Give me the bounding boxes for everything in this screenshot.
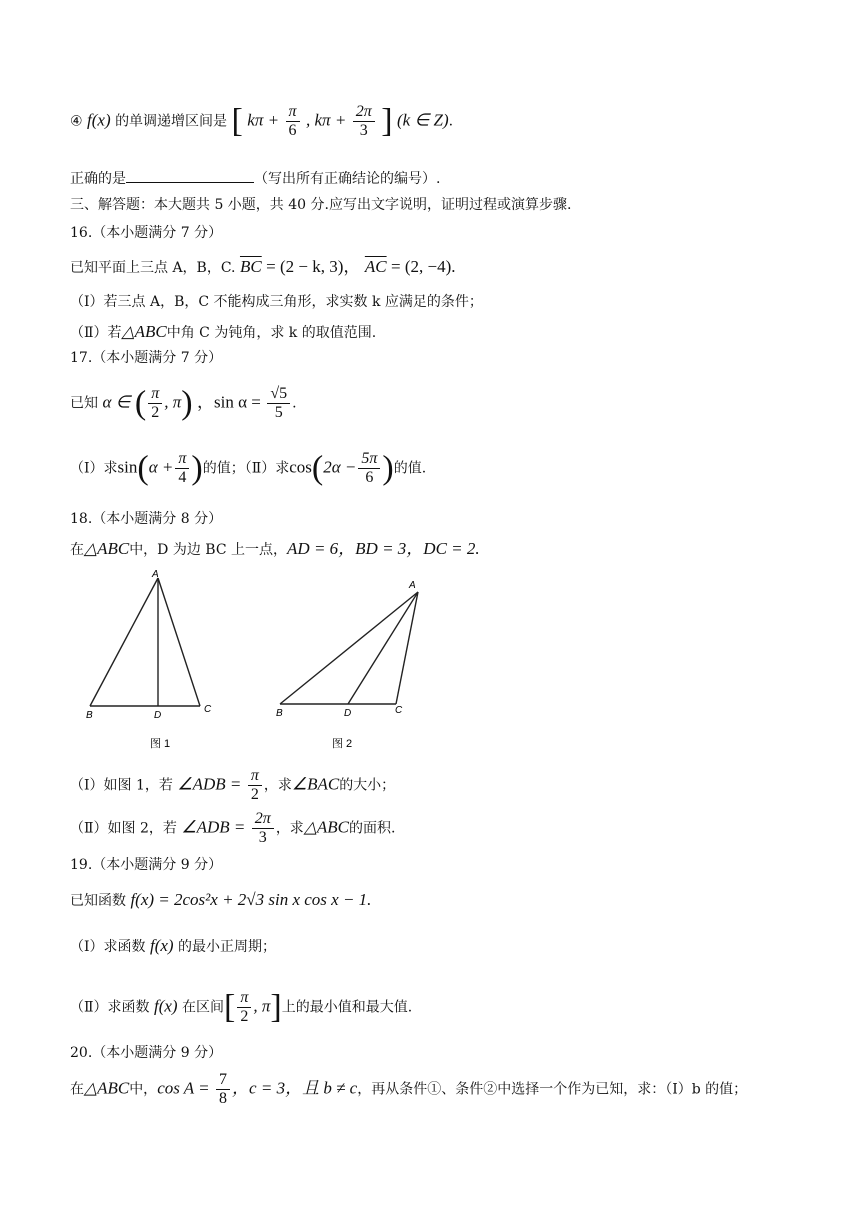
q17-heading: 17.（本小题满分 7 分） xyxy=(70,350,223,366)
q19-heading: 19.（本小题满分 9 分） xyxy=(70,857,223,873)
q16-part-ii xyxy=(70,323,376,340)
answer-blank[interactable] xyxy=(126,170,254,183)
paren-left: ( xyxy=(134,384,147,422)
fraction-pi-2 xyxy=(237,990,251,1025)
paren-left: ( xyxy=(137,449,149,487)
denominator: 3 xyxy=(258,829,267,846)
fig1-label-b: B xyxy=(86,710,93,721)
q18-part-i xyxy=(70,768,395,803)
fraction-5pi-6 xyxy=(358,451,380,486)
function-fx: f(x) xyxy=(149,936,174,955)
numerator: 5π xyxy=(358,451,380,469)
sin-fn: sin xyxy=(117,457,138,477)
triangle-abc: △ABC xyxy=(121,322,167,341)
q18-text xyxy=(70,540,480,557)
denominator: 4 xyxy=(178,469,187,486)
denominator: 3 xyxy=(359,122,368,139)
item4-text: 的单调递增区间是 xyxy=(115,113,228,130)
figure-1 xyxy=(78,566,238,756)
q17-parts xyxy=(70,451,426,486)
fig2-label-c: C xyxy=(395,705,403,716)
q19-part-ii xyxy=(70,990,412,1025)
q19-function: f(x) = 2cos²x + 2√3 sin x cos x − 1. xyxy=(130,890,372,909)
numerator: 2π xyxy=(353,104,375,122)
triangle-abc: △ABC xyxy=(303,817,349,837)
fig1-label-a: A xyxy=(152,569,159,580)
numerator: √5 xyxy=(267,386,290,404)
paren-right: ) xyxy=(191,449,203,487)
denominator: 2 xyxy=(250,786,259,803)
q18-text-mid: 中，D 为边 BC 上一点， xyxy=(129,542,288,558)
q16-ii-text: 中角 C 为钝角，求 k 的取值范围. xyxy=(166,325,377,341)
q18-ii-ask: ，求 xyxy=(275,820,304,837)
answer-line xyxy=(70,170,440,186)
fraction-pi-2 xyxy=(148,386,162,421)
numerator: π xyxy=(237,990,251,1008)
numerator: π xyxy=(175,451,189,469)
q16-heading: 16.（本小题满分 7 分） xyxy=(70,225,223,241)
denominator: 6 xyxy=(365,469,374,486)
fig1-label-d: D xyxy=(154,710,162,721)
bracket-left: [ xyxy=(231,102,243,140)
fig2-caption: 图 2 xyxy=(332,738,353,750)
bracket-right: ] xyxy=(270,988,282,1026)
q17-intro: 已知 xyxy=(70,395,98,412)
paren-left: ( xyxy=(311,449,324,487)
fraction-2pi-3 xyxy=(252,811,274,846)
fraction-pi-6 xyxy=(286,104,300,139)
vector-ac: $\overline{AC}$ xyxy=(364,257,387,276)
vector-bc: $\overline{BC}$ xyxy=(239,257,262,276)
q16-ii-prefix: （Ⅱ）若 xyxy=(70,325,122,341)
q18-prefix: 在 xyxy=(70,542,84,558)
denominator: 2 xyxy=(240,1008,249,1025)
paren-right: ) xyxy=(181,384,193,422)
q16-intro: 已知平面上三点 A，B，C. xyxy=(70,260,236,276)
fraction-sqrt5-5 xyxy=(267,386,290,421)
q18-i-ask: ，求 xyxy=(263,777,292,794)
angle-adb: ∠ADB = xyxy=(181,817,246,837)
fig1-label-c: C xyxy=(204,704,212,715)
vector-bc-value: = (2 − k, 3)， xyxy=(266,257,361,276)
bracket-left: [ xyxy=(224,988,236,1026)
item4-line: ④ f(x) 的单调递增区间是 [ kπ + $\frac{\pi}{6}$ , kπ + $\frac{2\pi}{3}$ ] (k ∈ Z). xyxy=(70,102,454,140)
function-fx: f(x) xyxy=(87,110,111,130)
q17-i-text: 的值；（Ⅱ）求 xyxy=(202,460,290,477)
cos-fn: cos xyxy=(289,457,312,477)
q18-ii-prefix: （Ⅱ）如图 2，若 xyxy=(70,820,177,837)
cos-a: cos A = xyxy=(157,1078,210,1098)
q20-text: ，再从条件①、条件②中选择一个作为已知，求：（Ⅰ）b 的值； xyxy=(357,1081,748,1098)
numerator: 2π xyxy=(252,811,274,829)
q17-text: 已知 α ∈ ( $\frac{\pi}{2}$ , π) ，sin α = $\frac{√5}{5}$ . xyxy=(70,384,297,422)
item4-number: ④ xyxy=(70,113,83,130)
answer-prefix: 正确的是 xyxy=(70,171,126,187)
fraction-pi-4 xyxy=(175,451,189,486)
figure-2 xyxy=(268,576,448,756)
q20-prefix: 在 xyxy=(70,1081,84,1098)
fig2-label-d: D xyxy=(344,708,352,719)
section-three-heading: 三、解答题：本大题共 5 小题，共 40 分.应写出文字说明，证明过程或演算步骤. xyxy=(70,197,572,213)
segment-lengths: AD = 6，BD = 3，DC = 2. xyxy=(287,539,480,558)
denominator: 5 xyxy=(274,404,283,421)
c-equals: ，c = 3，且 b ≠ c xyxy=(232,1078,358,1098)
fraction-pi-2 xyxy=(248,768,262,803)
angle-bac: ∠BAC xyxy=(291,774,340,794)
paren-right: ) xyxy=(382,449,394,487)
triangle-abc: △ABC xyxy=(84,1078,130,1098)
alpha-in: α ∈ xyxy=(102,392,131,412)
triangle-abc: △ABC xyxy=(84,539,130,558)
denominator: 8 xyxy=(219,1090,228,1107)
q18-i-text: 的大小； xyxy=(339,777,396,794)
bracket-right: ] xyxy=(381,102,393,140)
fig1-caption: 图 1 xyxy=(150,738,171,750)
q19-i-prefix: （Ⅰ）求函数 xyxy=(70,939,146,955)
two-alpha-minus: 2α − xyxy=(323,457,357,477)
q18-part-ii xyxy=(70,811,395,846)
fig2-label-b: B xyxy=(276,708,283,719)
angle-adb: ∠ADB = xyxy=(177,774,242,794)
comma-k-pi-plus: , kπ + xyxy=(306,110,347,130)
q20-mid: 中， xyxy=(129,1081,158,1098)
sin-alpha: ，sin α = xyxy=(197,392,261,412)
numerator: 7 xyxy=(216,1072,230,1090)
numerator: π xyxy=(148,386,162,404)
q20-heading: 20.（本小题满分 9 分） xyxy=(70,1045,223,1061)
fig2-label-a: A xyxy=(409,580,416,591)
function-fx: f(x) xyxy=(153,996,178,1016)
q16-part-i: （Ⅰ）若三点 A，B，C 不能构成三角形，求实数 k 应满足的条件； xyxy=(70,294,483,310)
k-pi-plus: kπ + xyxy=(247,110,280,130)
q19-ii-mid: 在区间 xyxy=(182,999,225,1016)
numerator: π xyxy=(248,768,262,786)
denominator: 2 xyxy=(151,404,160,421)
q19-intro: 已知函数 xyxy=(70,893,126,909)
q17-i-prefix: （Ⅰ）求 xyxy=(70,460,118,477)
denominator: 6 xyxy=(288,122,297,139)
q19-text xyxy=(70,891,371,908)
q18-ii-text: 的面积. xyxy=(349,820,396,837)
q19-i-text: 的最小正周期； xyxy=(178,939,277,955)
alpha-plus: α + xyxy=(148,457,174,477)
q20-text xyxy=(70,1072,747,1107)
fraction-2pi-3 xyxy=(353,104,375,139)
vector-ac-value: = (2, −4). xyxy=(391,257,456,276)
q19-part-i xyxy=(70,937,276,954)
q18-heading: 18.（本小题满分 8 分） xyxy=(70,511,223,527)
pi-end: , π xyxy=(164,392,182,412)
pi-end: , π xyxy=(253,996,271,1016)
q19-ii-prefix: （Ⅱ）求函数 xyxy=(70,999,150,1016)
k-in-z: (k ∈ Z) xyxy=(397,110,449,130)
q17-ii-text: 的值. xyxy=(393,460,427,477)
q16-text xyxy=(70,258,456,275)
answer-note: （写出所有正确结论的编号）. xyxy=(254,171,441,187)
q19-ii-text: 上的最小值和最大值. xyxy=(281,999,413,1016)
q18-i-prefix: （Ⅰ）如图 1，若 xyxy=(70,777,173,794)
numerator: π xyxy=(286,104,300,122)
fraction-7-8 xyxy=(216,1072,230,1107)
